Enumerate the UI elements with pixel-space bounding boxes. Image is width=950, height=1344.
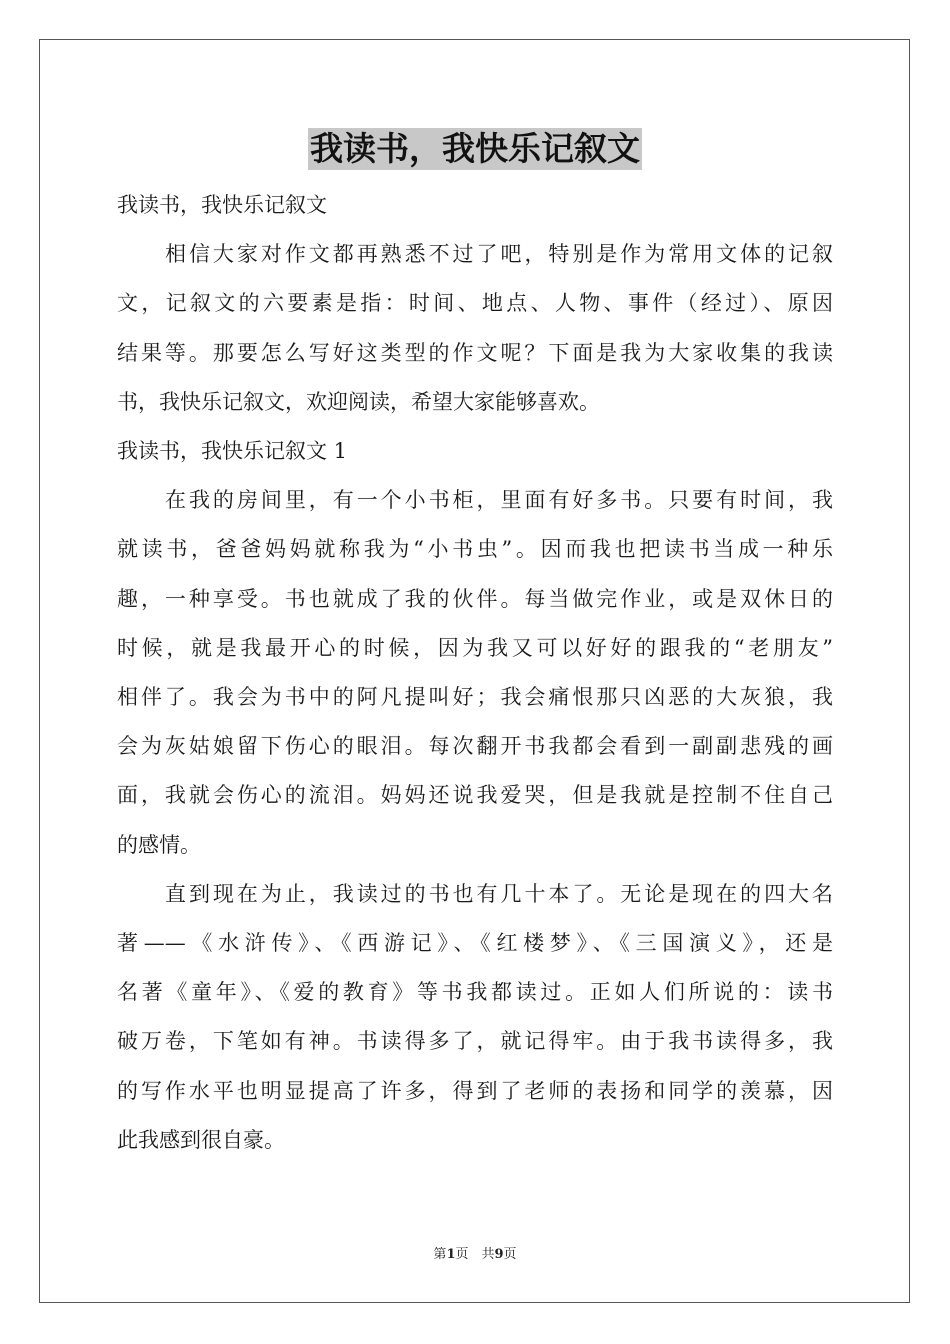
page-footer [0, 1246, 950, 1264]
text-line: 著——《水浒传》、《西游记》、《红楼梦》、《三国演义》，还是 [117, 931, 833, 956]
footer-page-number: 1 [446, 1247, 456, 1262]
text-line: 书，我快乐记叙文，欢迎阅读，希望大家能够喜欢。 [117, 389, 600, 414]
text-line: 就读书，爸爸妈妈就称我为“小书虫”。因而我也把读书当成一种乐 [117, 537, 833, 562]
footer-prefix: 第 [433, 1247, 447, 1262]
text-line: 结果等。那要怎么写好这类型的作文呢？下面是我为大家收集的我读 [117, 340, 833, 365]
footer-middle: 页 共 [455, 1247, 495, 1262]
text-line: 相信大家对作文都再熟悉不过了吧，特别是作为常用文体的记叙 [165, 242, 833, 267]
text-line: 我读书，我快乐记叙文 1 [117, 439, 348, 464]
text-line: 时候，就是我最开心的时候，因为我又可以好好的跟我的“老朋友” [117, 635, 833, 660]
text-line: 面，我就会伤心的流泪。妈妈还说我爱哭，但是我就是控制不住自己 [117, 783, 833, 808]
text-line: 文，记叙文的六要素是指：时间、地点、人物、事件（经过）、原因 [117, 291, 833, 316]
footer-total-pages: 9 [494, 1247, 504, 1262]
text-line: 相伴了。我会为书中的阿凡提叫好；我会痛恨那只凶恶的大灰狼，我 [117, 685, 833, 710]
text-line: 我读书，我快乐记叙文 [117, 193, 327, 217]
text-line: 趣，一种享受。书也就成了我的伙伴。每当做完作业，或是双休日的 [117, 586, 833, 611]
text-line: 会为灰姑娘留下伤心的眼泪。每次翻开书我都会看到一副副悲残的画 [117, 734, 833, 759]
document-title: 我读书，我快乐记叙文 [310, 129, 640, 168]
text-line: 直到现在为止，我读过的书也有几十本了。无论是现在的四大名 [165, 881, 833, 906]
text-line: 的写作水平也明显提高了许多，得到了老师的表扬和同学的羡慕，因 [117, 1078, 833, 1103]
text-line: 在我的房间里，有一个小书柜，里面有好多书。只要有时间，我 [165, 488, 833, 513]
text-line: 此我感到很自豪。 [117, 1127, 285, 1152]
title-area [0, 128, 950, 170]
text-line: 破万卷，下笔如有神。书读得多了，就记得牢。由于我书读得多，我 [117, 1029, 833, 1054]
text-line: 的感情。 [117, 832, 201, 857]
footer-suffix: 页 [503, 1247, 517, 1262]
document-body [117, 181, 833, 1165]
text-line: 名著《童年》、《爱的教育》等书我都读过。正如人们所说的：读书 [117, 980, 833, 1005]
